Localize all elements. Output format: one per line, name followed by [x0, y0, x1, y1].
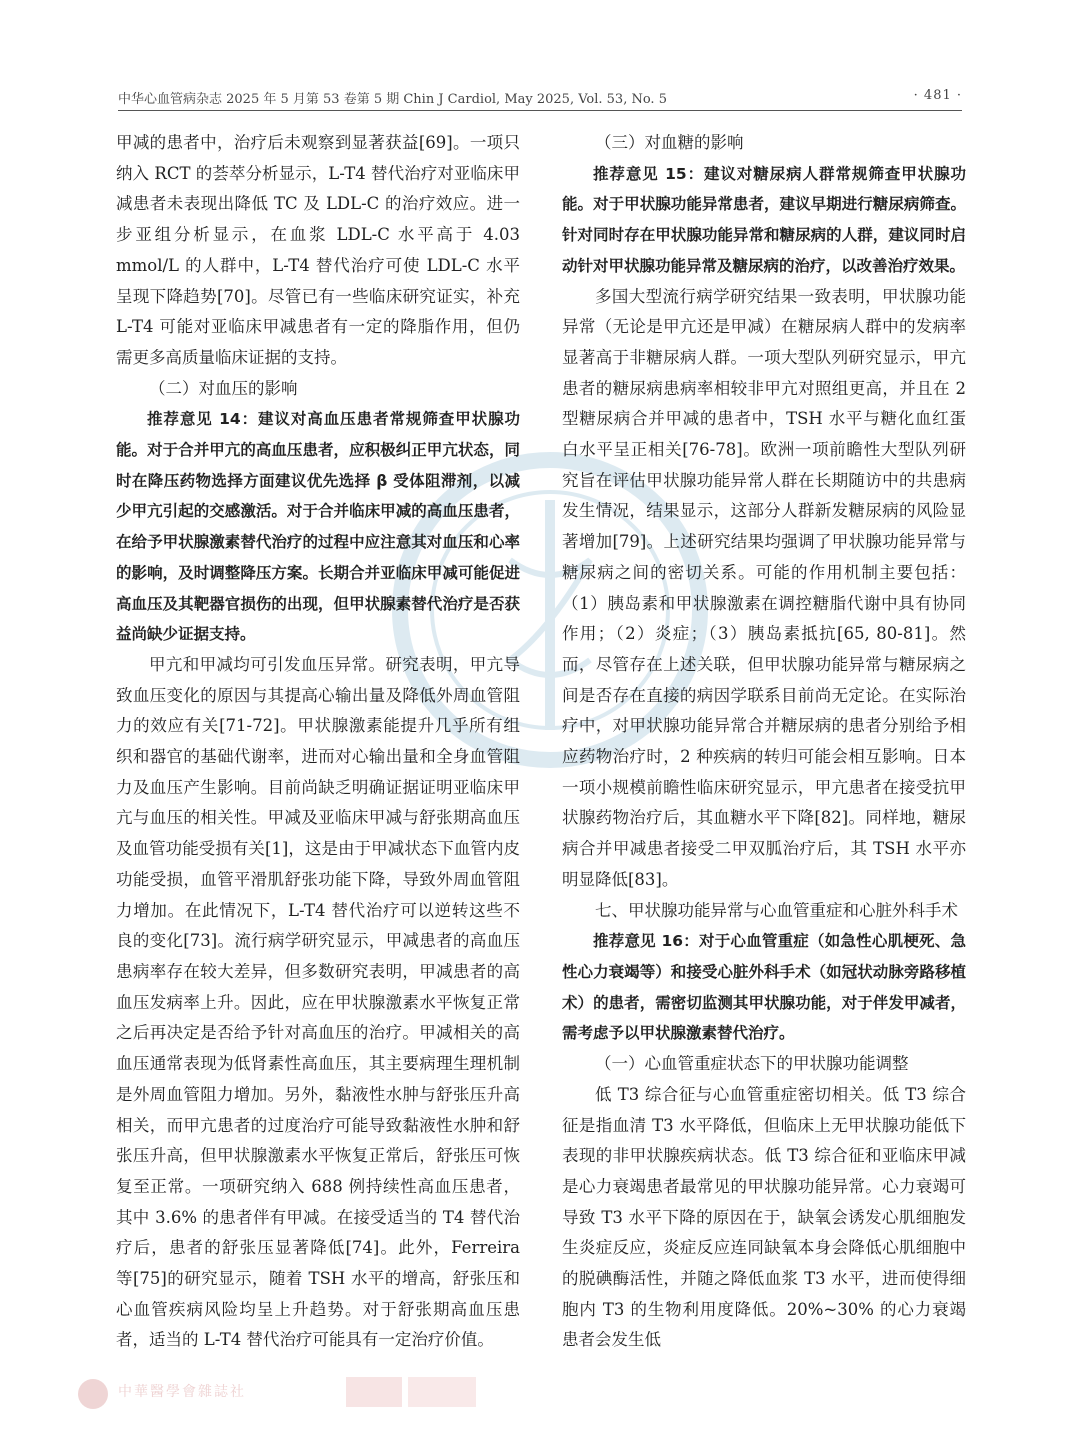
subsection-heading: （一）心血管重症状态下的甲状腺功能调整: [595, 1054, 909, 1074]
paragraph: 多国大型流行病学研究结果一致表明，甲状腺功能异常（无论是甲亢还是甲减）在糖尿病人群中的发病率显著高于非糖尿病人群。一项大型队列研究显示，甲亢患者的糖尿病患病率相较非甲亢对照组更高，并且在 2 型糖尿病合并甲减的患者中，TSH 水平与糖化血红蛋白水平呈正相关[76-78]。欧洲一项前瞻性大型队列研究旨在评估甲状腺功能异常人群在长期随访中的共患病发生情况，结果显示，这部分人群新发糖尿病的风险显著增加[79]。上述研究结果均强调了甲状腺功能异常与糖尿病之间的密切关系。可能的作用机制主要包括：（1）胰岛素和甲状腺激素在调控糖脂代谢中具有协同作用；（2）炎症；（3）胰岛素抵抗[65, 80-81]。然而，尽管存在上述关联，但甲状腺功能异常与糖尿病之间是否存在直接的病因学联系目前尚无定论。在实际治疗中，对甲状腺功能异常合并糖尿病的患者分别给予相应药物治疗时，2 种疾病的转归可能会相互影响。日本一项小规模前瞻性临床研究显示，甲亢患者在接受抗甲状腺药物治疗后，其血糖水平下降[82]。同样地，糖尿病合并甲减患者接受二甲双胍治疗后，其 TSH 水平亦明显降低[83]。: [562, 286, 966, 889]
left-column: [116, 128, 520, 1356]
section-heading: （三）对血糖的影响: [595, 133, 744, 152]
recommendation-15: 推荐意见 15：建议对糖尿病人群常规筛查甲状腺功能。对于甲状腺功能异常患者，建议早期进行糖尿病筛查。针对同时存在甲状腺功能异常和糖尿病的人群，建议同时启动针对甲状腺功能异常及糖尿病的治疗，以改善治疗效果。: [562, 164, 966, 275]
flower-logo-icon: [78, 1379, 108, 1409]
recommendation-14: 推荐意见 14：建议对高血压患者常规筛查甲状腺功能。对于合并甲亢的高血压患者，应积极纠正甲亢状态，同时在降压药物选择方面建议优先选择 β 受体阻滞剂，以减少甲亢引起的交感激活。对于合并临床甲减的高血压患者，在给予甲状腺激素替代治疗的过程中应注意其对血压和心率的影响，及时调整降压方案。长期合并亚临床甲减可能促进高血压及其靶器官损伤的出现，但甲状腺素替代治疗是否获益尚缺少证据支持。: [116, 410, 520, 644]
publisher-name: 中華醫學會雜誌社: [118, 1384, 246, 1400]
section-heading: （二）对血压的影响: [149, 378, 298, 398]
running-head: [118, 88, 962, 111]
publisher-logo: [78, 1375, 478, 1415]
section-heading: 七、甲状腺功能异常与心血管重症和心脏外科手术: [595, 900, 958, 920]
recommendation-16: 推荐意见 16：对于心血管重症（如急性心肌梗死、急性心力衰竭等）和接受心脏外科手术（如冠状动脉旁路移植术）的患者，需密切监测其甲状腺功能，对于伴发甲减者，需考虑予以甲状腺激素替代治疗。: [562, 932, 966, 1043]
paragraph: 低 T3 综合征与心血管重症密切相关。低 T3 综合征是指血清 T3 水平降低，但临床上无甲状腺功能低下表现的非甲状腺疾病状态。低 T3 综合征和亚临床甲减是心力衰竭患者最常见的甲状腺功能异常。心力衰竭可导致 T3 水平下降的原因在于，缺氧会诱发心肌细胞发生炎症反应，炎症反应连同缺氧本身会降低心肌细胞中的脱碘酶活性，并随之降低血浆 T3 水平，进而使得细胞内 T3 的生物利用度降低。20%~30% 的心力衰竭患者会发生低: [562, 1084, 966, 1350]
journal-citation: 中华心血管病杂志 2025 年 5 月第 53 卷第 5 期 Chin J Cardiol, May 2025, Vol. 53, No. 5: [118, 92, 667, 107]
paragraph: 甲亢和甲减均可引发血压异常。研究表明，甲亢导致血压变化的原因与其提高心输出量及降低外周血管阻力的效应有关[71-72]。甲状腺激素能提升几乎所有组织和器官的基础代谢率，进而对心输出量和全身血管阻力及血压产生影响。目前尚缺乏明确证据证明亚临床甲亢与血压的相关性。甲减及亚临床甲减与舒张期高血压及血管功能受损有关[1]，这是由于甲减状态下血管内皮功能受损，血管平滑肌舒张功能下降，导致外周血管阻力增加。在此情况下，L-T4 替代治疗可以逆转这些不良的变化[73]。流行病学研究显示，甲减患者的高血压患病率存在较大差异，但多数研究表明，甲减患者的高血压发病率上升。因此，应在甲状腺激素水平恢复正常之后再决定是否给予针对高血压的治疗。甲减相关的高血压通常表现为低肾素性高血压，其主要病理生理机制是外周血管阻力增加。另外，黏液性水肿与舒张压升高相关，而甲亢患者的过度治疗可能导致黏液性水肿和舒张压升高，但甲状腺激素水平恢复正常后，舒张压可恢复至正常。一项研究纳入 688 例持续性高血压患者，其中 3.6% 的患者伴有甲减。在接受适当的 T4 替代治疗后，患者的舒张压显著降低[74]。此外，Ferreira 等[75]的研究显示，随着 TSH 水平的增高，舒张压和心血管疾病风险均呈上升趋势。对于舒张期高血压患者，适当的 L-T4 替代治疗可能具有一定治疗价值。: [116, 654, 520, 1350]
right-column: [562, 128, 966, 1356]
logo-badge: [408, 1377, 476, 1407]
paragraph: 甲减的患者中，治疗后未观察到显著获益[69]。一项只纳入 RCT 的荟萃分析显示，L-T4 替代治疗对亚临床甲减患者未表现出降低 TC 及 LDL-C 的治疗效应。进一步亚组分析显示，在血浆 LDL-C 水平高于 4.03 mmol/L 的人群中，L-T4 替代治疗可使 LDL-C 水平呈现下降趋势[70]。尽管已有一些临床研究证实，补充 L-T4 可能对亚临床甲减患者有一定的降脂作用，但仍需更多高质量临床证据的支持。: [116, 133, 520, 367]
page-number: · 481 ·: [913, 88, 962, 103]
logo-badge: [346, 1377, 402, 1407]
